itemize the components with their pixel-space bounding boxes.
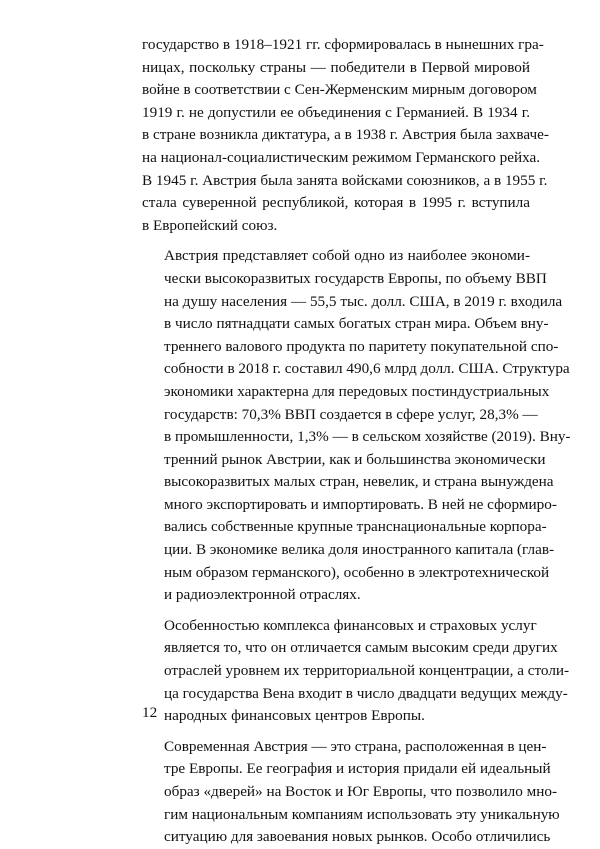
text-line: чески высокоразвитых государств Европы, по объему ВВП [164, 269, 547, 287]
text-line: в стране возникла диктатура, а в 1938 г. Австрия была захваче- [142, 126, 549, 144]
text-line: В 1945 г. Австрия была занята войсками союзников, а в 1955 г. [142, 171, 548, 189]
paragraph-gap [142, 237, 530, 245]
text-line: ции. В экономике велика доля иностранного капитала (глав- [164, 541, 555, 559]
text-line: войне в соответствии с Сен-Жерменским мирным договором [142, 81, 537, 99]
paragraph [142, 615, 570, 728]
paragraph [142, 34, 549, 237]
text-line: ситуацию для завоевания новых рынков. Особо отличились [164, 828, 551, 846]
text-line: ца государства Вена входит в число двадцати ведущих между- [164, 684, 568, 702]
text-line: гим национальным компаниям использовать эту уникальную [164, 805, 560, 823]
text-line: народных финансовых центров Европы. [164, 707, 425, 725]
text-line: в Европейский союз. [142, 216, 278, 234]
paragraph-gap [142, 728, 530, 736]
text-line: Австрия представляет собой одно из наиболее экономи- [164, 247, 530, 265]
text-line: на национал-социалистическим режимом Германского рейха. [142, 148, 541, 166]
text-line: ным образом германского), особенно в электротехнической [164, 563, 550, 581]
text-line: вались собственные крупные транснациональные корпора- [164, 518, 547, 536]
text-line: стала суверенной республикой, которая в 1995 г. вступила [142, 194, 530, 212]
text-line: на душу населения — 55,5 тыс. долл. США, в 2019 г. входила [164, 292, 563, 310]
paragraph-gap [142, 607, 530, 615]
text-line: государство в 1918–1921 гг. сформировалась в нынешних гра- [142, 36, 544, 53]
body-text [142, 34, 571, 849]
paragraph [142, 245, 571, 607]
text-line: 1919 г. не допустили ее объединения с Германией. В 1934 г. [142, 103, 530, 121]
page-number: 12 [142, 704, 158, 721]
text-line: является то, что он отличается самым высоким среди других [164, 639, 558, 657]
text-line: много экспортировать и импортировать. В ней не сформиро- [164, 495, 557, 513]
text-line: отраслей уровнем их территориальной концентрации, а столи- [164, 662, 570, 680]
paragraph [142, 736, 560, 849]
text-line: государств: 70,3% ВВП создается в сфере услуг, 28,3% — [164, 405, 538, 423]
text-line: собности в 2018 г. составил 490,6 млрд долл. США. Структура [164, 360, 570, 378]
text-line: Особенностью комплекса финансовых и страховых услуг [164, 616, 537, 634]
text-line: Современная Австрия — это страна, расположенная в цен- [164, 737, 547, 755]
text-line: высокоразвитых малых стран, невелик, и страна вынуждена [164, 473, 554, 491]
text-line: и радиоэлектронной отраслях. [164, 586, 361, 604]
text-line: ницах, поскольку страны — победители в Первой мировой [142, 58, 530, 76]
text-line: тре Европы. Ее география и история придали ей идеальный [164, 760, 551, 778]
text-line: образ «дверей» на Восток и Юг Европы, что позволило мно- [164, 783, 557, 800]
text-line: экономики характерна для передовых постиндустриальных [164, 382, 550, 400]
text-line: треннего валового продукта по паритету покупательной спо- [164, 337, 559, 355]
text-line: в число пятнадцати самых богатых стран мира. Объем вну- [164, 315, 549, 333]
text-line: тренний рынок Австрии, как и большинства экономически [164, 450, 546, 468]
text-line: в промышленности, 1,3% — в сельском хозяйстве (2019). Вну- [164, 428, 571, 446]
